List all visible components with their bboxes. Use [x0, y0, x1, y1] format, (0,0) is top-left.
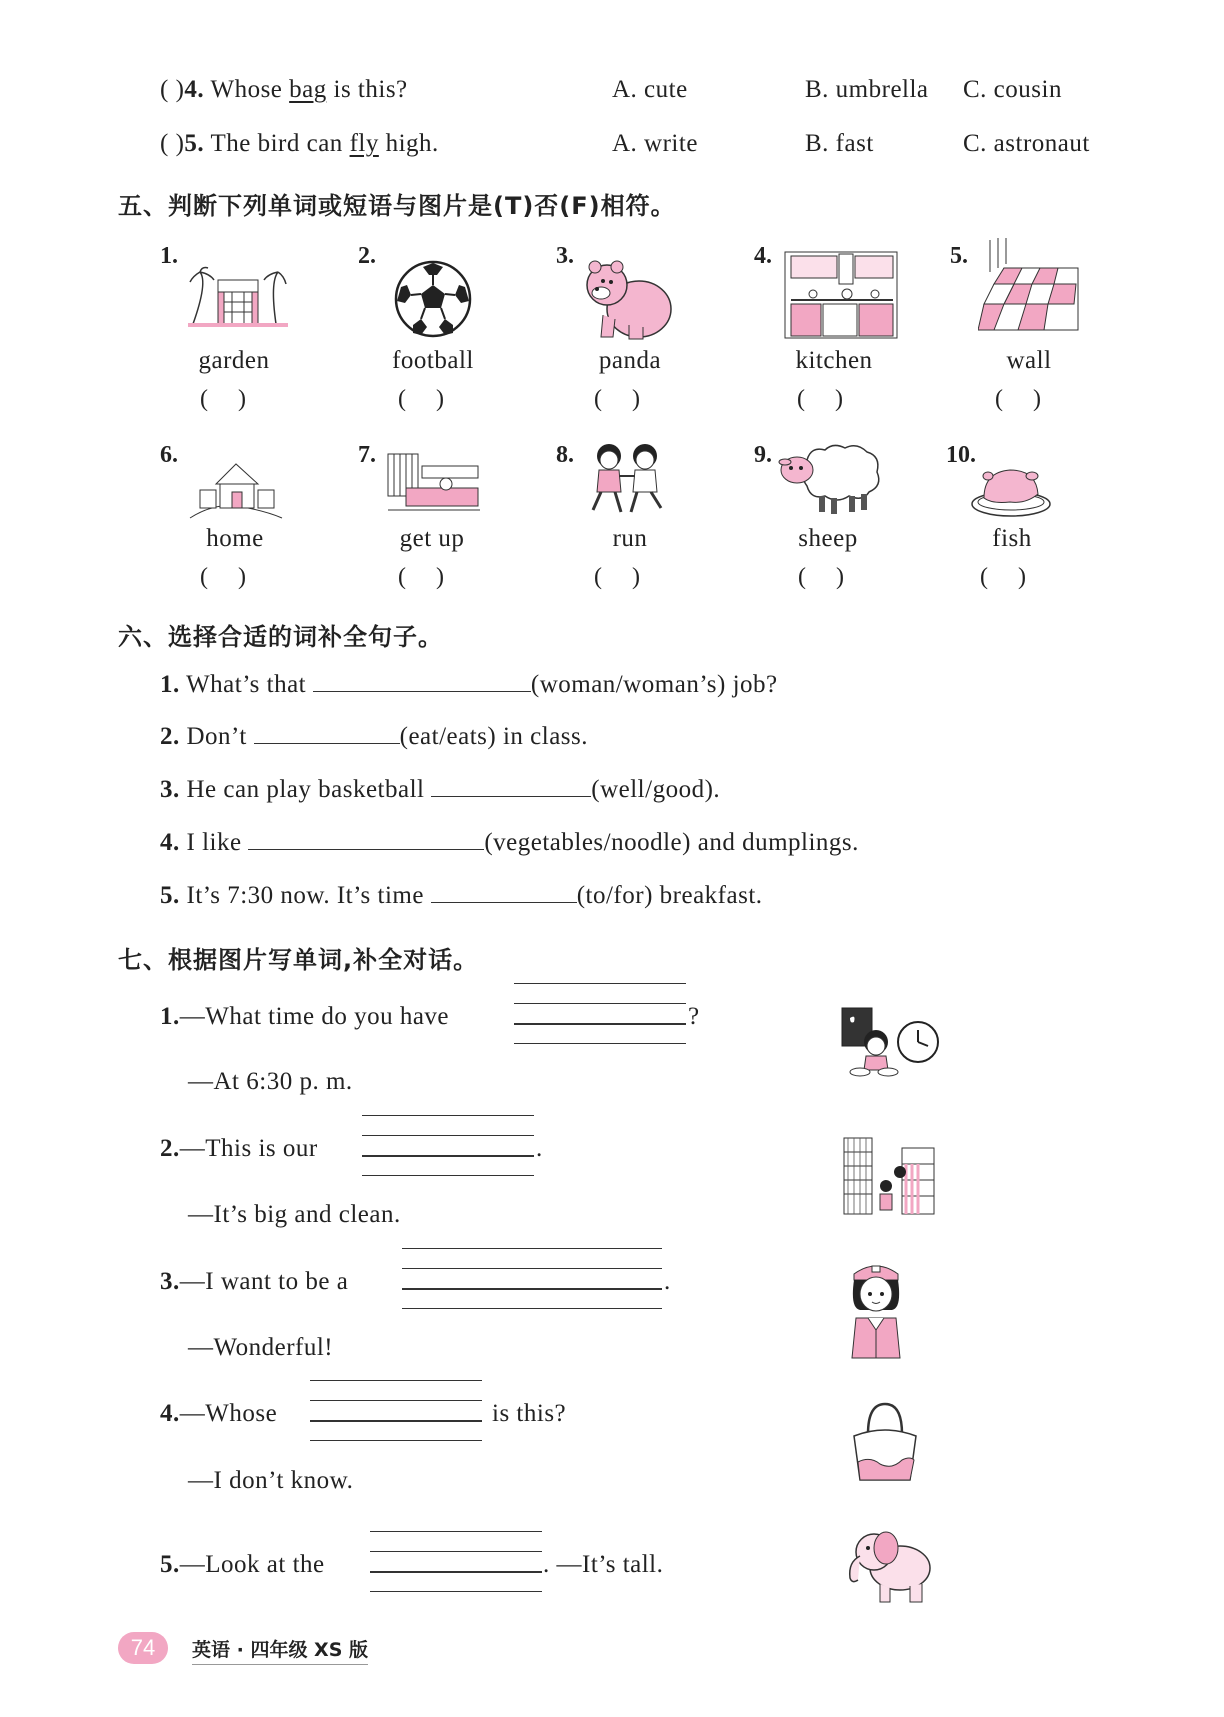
tiled-floor-icon: [978, 238, 1080, 338]
option-b: B. fast: [805, 130, 874, 157]
elephant-icon: [844, 1522, 936, 1606]
option-c: C. cousin: [963, 76, 1062, 103]
item-number: 7.: [358, 442, 376, 468]
item-number: 2.: [358, 243, 376, 269]
word-label: run: [612, 525, 648, 552]
footer-book-title: 英语 · 四年级 XS 版: [192, 1635, 368, 1665]
option-a: A. write: [612, 130, 698, 157]
answer-blank[interactable]: [431, 878, 577, 903]
question-text: high.: [378, 130, 439, 157]
children-running-icon: [585, 440, 669, 516]
item-number: 1.: [160, 671, 180, 698]
item-number: 3.: [160, 1268, 180, 1295]
kitchen-icon: [783, 250, 899, 340]
section-7-title: 七、根据图片写单词,补全对话。: [118, 946, 479, 974]
dialogue-answer: —Wonderful!: [188, 1334, 334, 1361]
option-a: A. cute: [612, 76, 688, 103]
roast-chicken-icon: [970, 464, 1052, 518]
sec4-item-5: [160, 130, 439, 158]
sheep-icon: [777, 440, 883, 516]
item-number: 3.: [556, 243, 574, 269]
dinner-clock-icon: [840, 1006, 940, 1080]
answer-paren[interactable]: (): [594, 386, 670, 412]
sentence-options: (to/for) breakfast.: [576, 882, 763, 909]
sentence-text: What’s that: [186, 671, 307, 698]
item-number: 5.: [184, 130, 205, 157]
dialogue-answer: —At 6:30 p. m.: [188, 1068, 353, 1095]
word-label: panda: [598, 347, 662, 374]
option-b: B. umbrella: [805, 76, 929, 103]
question-text: —I want to be a: [179, 1268, 349, 1295]
answer-paren[interactable]: (): [594, 564, 670, 590]
dialogue-question: [160, 1400, 277, 1428]
underlined-word: bag: [289, 76, 327, 103]
bedroom-icon: [386, 452, 482, 514]
question-end: . —It’s tall.: [543, 1551, 664, 1578]
answer-paren[interactable]: (): [798, 564, 874, 590]
answer-paren[interactable]: ( ): [160, 76, 185, 103]
sentence-1: [160, 667, 778, 699]
answer-paren[interactable]: ( ): [160, 130, 185, 157]
bear-icon: [583, 255, 673, 341]
item-number: 6.: [160, 442, 178, 468]
handbag-icon: [850, 1400, 920, 1484]
police-officer-icon: [846, 1258, 906, 1362]
sentence-text: I like: [186, 829, 242, 856]
answer-paren[interactable]: (): [200, 386, 276, 412]
answer-paren[interactable]: (): [200, 564, 276, 590]
sentence-text: He can play basketball: [186, 776, 425, 803]
item-number: 4.: [184, 76, 205, 103]
question-text: —What time do you have: [179, 1003, 450, 1030]
football-icon: [393, 259, 473, 339]
word-label: garden: [198, 347, 270, 374]
dialogue-question: [160, 1268, 348, 1296]
sentence-options: (well/good).: [591, 776, 721, 803]
word-label: wall: [1006, 347, 1052, 374]
item-number: 8.: [556, 442, 574, 468]
question-text: Whose: [210, 76, 290, 103]
dialogue-question: [160, 1135, 318, 1163]
question-text: —Whose: [179, 1400, 278, 1427]
answer-blank[interactable]: [313, 667, 531, 692]
house-icon: [188, 454, 284, 520]
answer-paren[interactable]: (): [797, 386, 873, 412]
item-number: 4.: [160, 829, 180, 856]
item-number: 1.: [160, 243, 178, 269]
question-end: is this?: [492, 1400, 567, 1427]
library-icon: [842, 1134, 936, 1218]
question-end: .: [536, 1135, 543, 1162]
answer-paren[interactable]: (): [398, 564, 474, 590]
item-number: 4.: [160, 1400, 180, 1427]
dialogue-question: [160, 1551, 325, 1579]
item-number: 5.: [160, 882, 180, 909]
item-number: 10.: [946, 442, 976, 468]
sentence-options: (eat/eats) in class.: [399, 723, 589, 750]
item-number: 3.: [160, 776, 180, 803]
sentence-3: [160, 772, 720, 804]
item-number: 4.: [754, 243, 772, 269]
item-number: 9.: [754, 442, 772, 468]
item-number: 2.: [160, 1135, 180, 1162]
answer-blank[interactable]: [254, 719, 400, 744]
sentence-options: (woman/woman’s) job?: [530, 671, 778, 698]
question-text: is this?: [326, 76, 408, 103]
answer-blank[interactable]: [248, 825, 484, 850]
word-label: football: [392, 347, 474, 374]
option-c: C. astronaut: [963, 130, 1090, 157]
underlined-word: fly: [349, 130, 379, 157]
dialogue-answer: —I don’t know.: [188, 1467, 354, 1494]
sec4-item-4: [160, 76, 408, 104]
question-text: —Look at the: [179, 1551, 325, 1578]
dialogue-question: [160, 1003, 449, 1031]
answer-blank[interactable]: [431, 772, 591, 797]
sentence-text: It’s 7:30 now. It’s time: [186, 882, 424, 909]
item-number: 2.: [160, 723, 180, 750]
item-number: 5.: [160, 1551, 180, 1578]
page-number-badge: 74: [118, 1632, 168, 1664]
item-number: 5.: [950, 243, 968, 269]
word-label: sheep: [798, 525, 858, 552]
question-text: The bird can: [210, 130, 350, 157]
sentence-options: (vegetables/noodle) and dumplings.: [484, 829, 859, 856]
zoo-gate-icon: [188, 262, 288, 330]
answer-paren[interactable]: (): [980, 564, 1056, 590]
question-end: .: [664, 1268, 671, 1295]
section-5-title: 五、判断下列单词或短语与图片是(T)否(F)相符。: [118, 192, 676, 220]
question-end: ?: [688, 1003, 700, 1030]
item-number: 1.: [160, 1003, 180, 1030]
sentence-2: [160, 719, 588, 751]
word-label: home: [206, 525, 264, 552]
sentence-5: [160, 878, 763, 910]
sentence-text: Don’t: [186, 723, 247, 750]
answer-paren[interactable]: (): [398, 386, 474, 412]
word-label: get up: [399, 525, 465, 552]
word-label: fish: [992, 525, 1032, 552]
dialogue-answer: —It’s big and clean.: [188, 1201, 401, 1228]
sentence-4: [160, 825, 859, 857]
section-6-title: 六、选择合适的词补全句子。: [118, 623, 443, 651]
answer-paren[interactable]: (): [995, 386, 1071, 412]
question-text: —This is our: [179, 1135, 318, 1162]
word-label: kitchen: [795, 347, 873, 374]
